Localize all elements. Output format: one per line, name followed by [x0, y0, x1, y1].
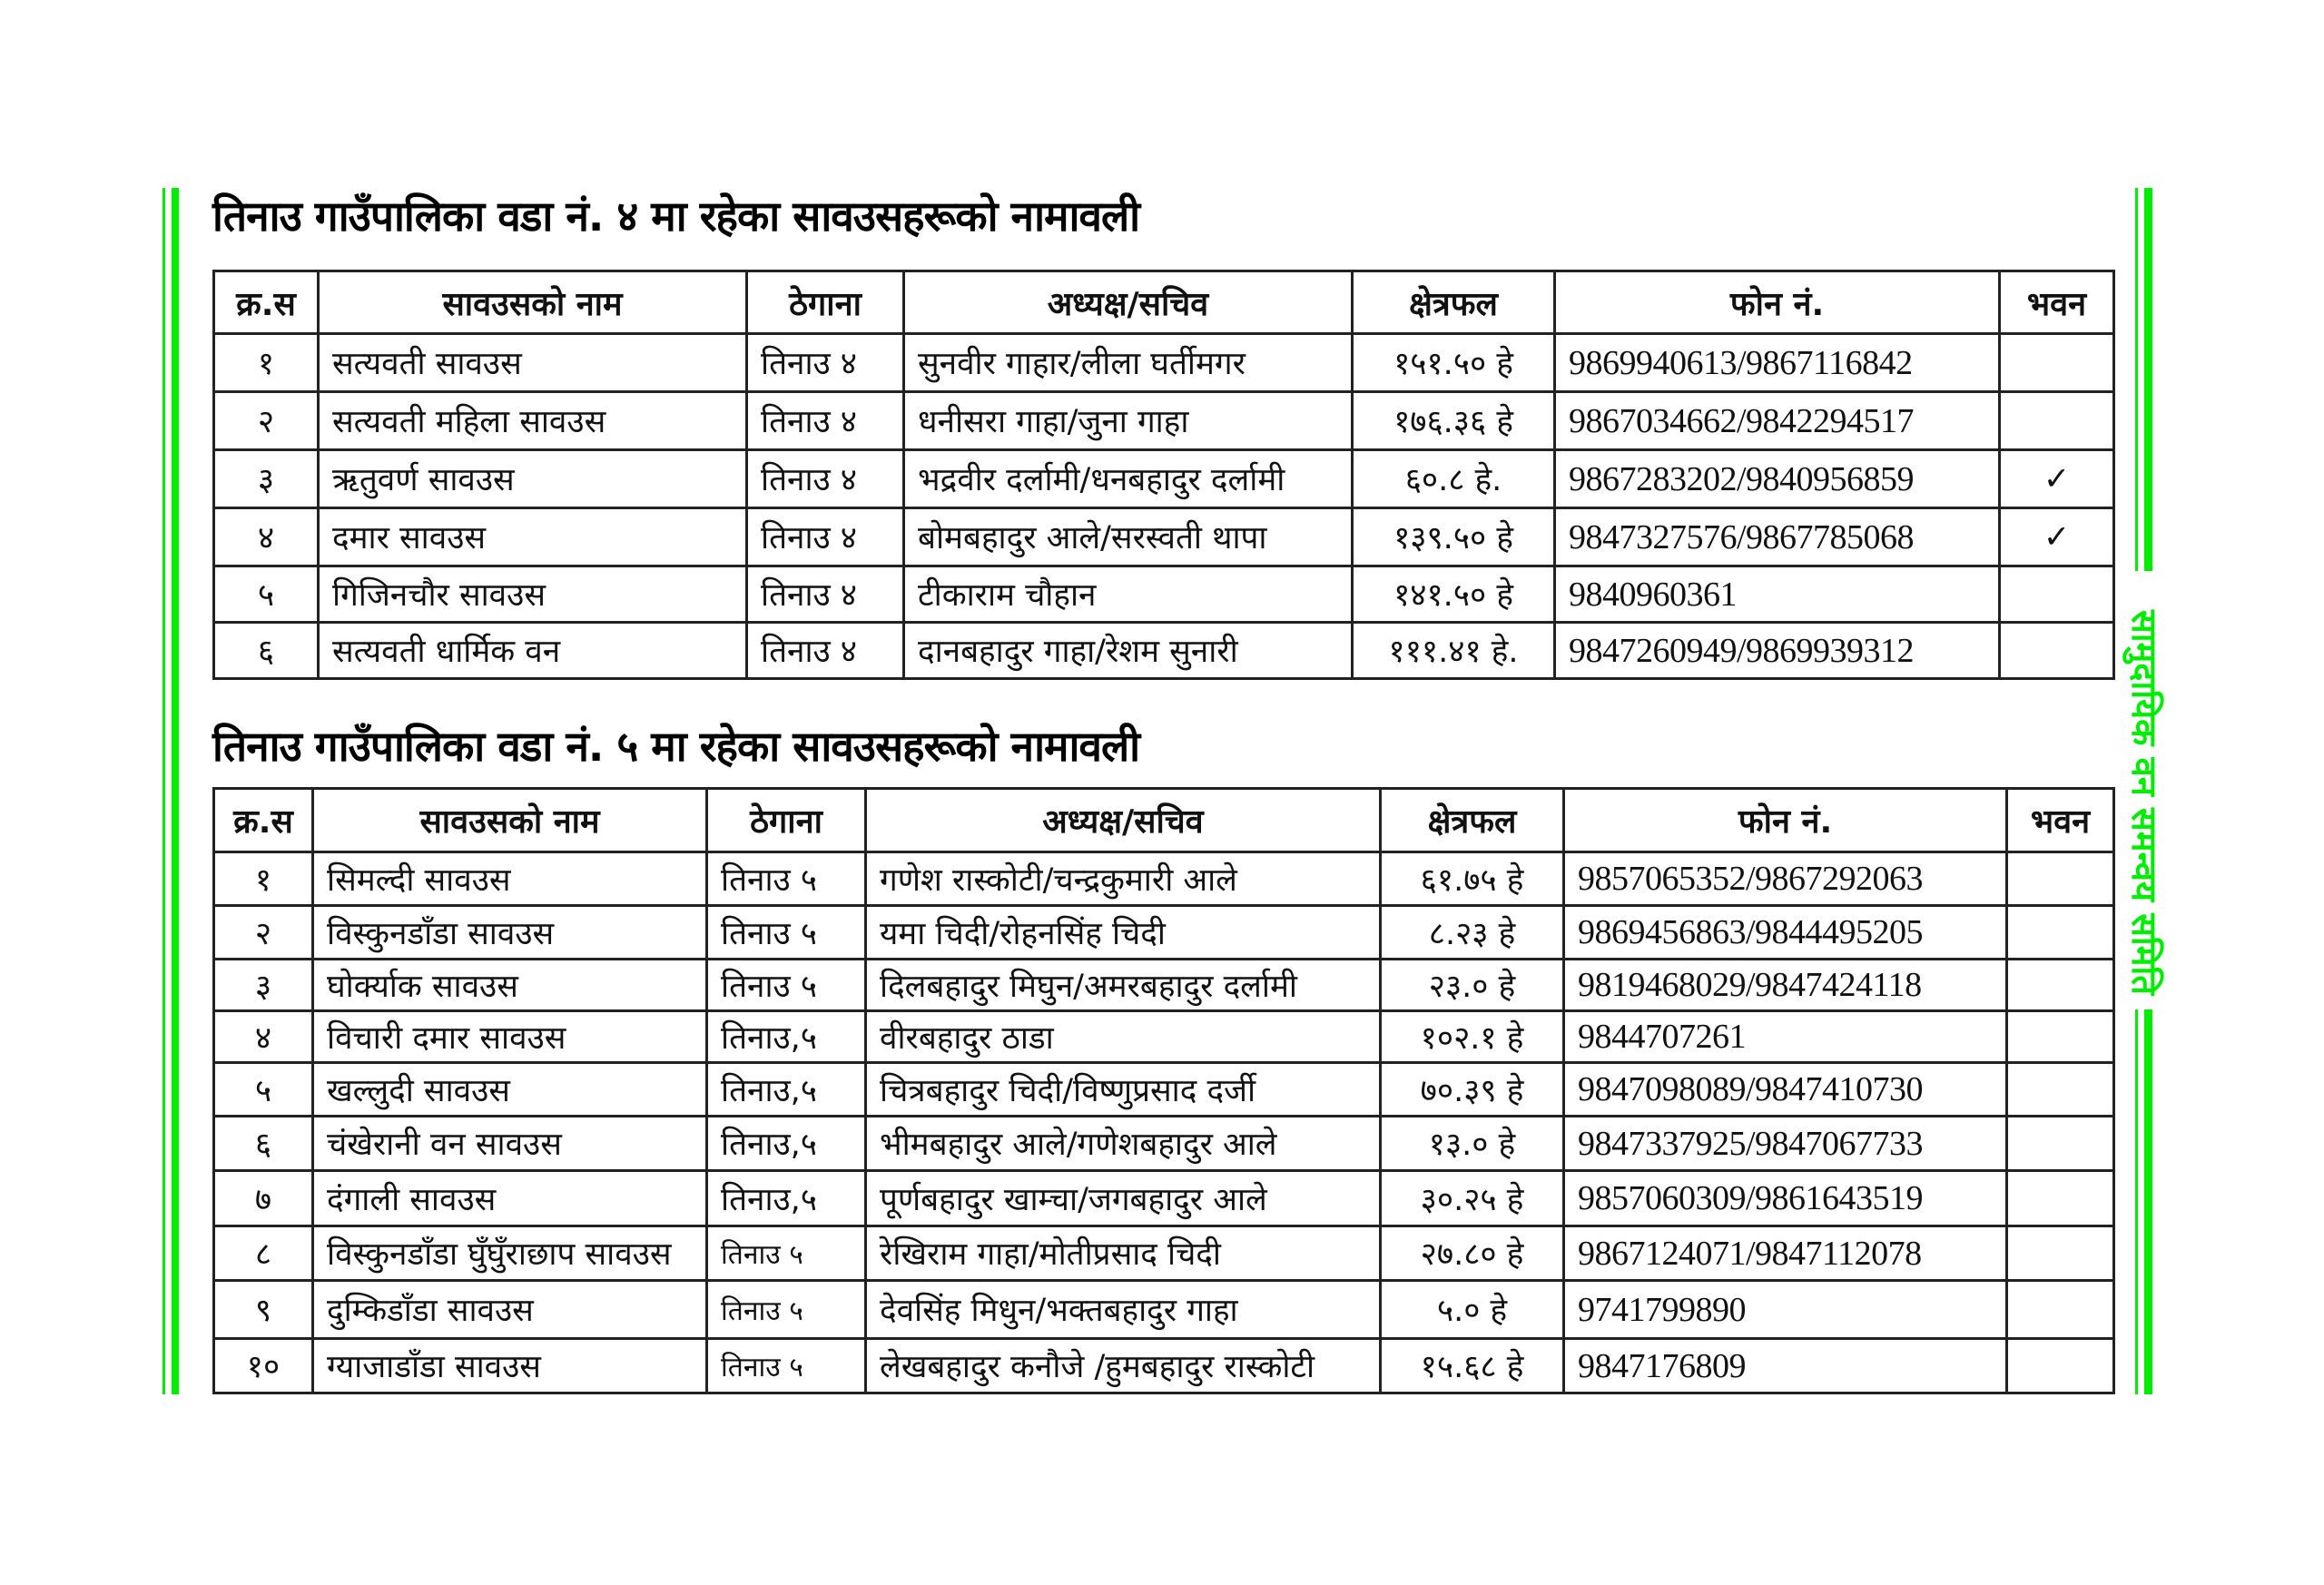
cell-area: १५.६८ हे	[1381, 1339, 1564, 1393]
cell-address: तिनाउ ५	[707, 1281, 866, 1339]
cell-building	[2007, 1339, 2114, 1393]
cell-area: ६१.७५ हे	[1381, 852, 1564, 906]
left-border-thin-line	[162, 188, 165, 1394]
table-header-row	[214, 271, 2114, 334]
cell-area: १५१.५० हे	[1353, 334, 1555, 392]
cell-address: तिनाउ ४	[747, 392, 904, 450]
table-row	[214, 1011, 2114, 1063]
cell-building	[2000, 392, 2114, 450]
cell-serial: ७	[214, 1171, 313, 1226]
cell-phone: 9847176809	[1564, 1339, 2007, 1393]
table-row	[214, 623, 2114, 679]
table-row	[214, 1281, 2114, 1339]
cell-name: ऋतुवर्ण सावउस	[319, 450, 747, 508]
right-border-thin-line-bottom	[2135, 1009, 2138, 1394]
cell-chair-secretary: लेखबहादुर कनौजे /हुमबहादुर रास्कोटी	[866, 1339, 1381, 1393]
header-serial: क्र.स	[214, 789, 313, 852]
cell-chair-secretary: भीमबहादुर आले/गणेशबहादुर आले	[866, 1117, 1381, 1171]
cell-name: सत्यवती सावउस	[319, 334, 747, 392]
cell-chair-secretary: रेखिराम गाहा/मोतीप्रसाद चिदी	[866, 1226, 1381, 1281]
cell-building	[2007, 1281, 2114, 1339]
right-border-thick-line-top	[2144, 188, 2152, 571]
cell-name: सत्यवती महिला सावउस	[319, 392, 747, 450]
cell-address: तिनाउ ५	[707, 852, 866, 906]
cell-phone: 9847098089/9847410730	[1564, 1063, 2007, 1117]
cell-building	[2007, 852, 2114, 906]
table-row	[214, 1339, 2114, 1393]
cell-area: १०२.१ हे	[1381, 1011, 1564, 1063]
cell-phone: 9867124071/9847112078	[1564, 1226, 2007, 1281]
cell-building	[2007, 906, 2114, 960]
header-chair-secretary: अध्यक्ष/सचिव	[904, 271, 1353, 334]
cell-building	[2007, 1171, 2114, 1226]
left-border-thick-line	[172, 188, 179, 1394]
header-serial: क्र.स	[214, 271, 319, 334]
cell-address: तिनाउ ४	[747, 450, 904, 508]
right-border-thin-line-top	[2135, 188, 2138, 571]
table-row	[214, 508, 2114, 566]
cell-building	[2000, 566, 2114, 623]
cell-area: १११.४१ हे.	[1353, 623, 1555, 679]
cell-serial: २	[214, 392, 319, 450]
header-building: भवन	[2000, 271, 2114, 334]
sabaus-table-ward-4	[212, 270, 2115, 680]
cell-phone: 9867034662/9842294517	[1555, 392, 2000, 450]
cell-serial: ४	[214, 508, 319, 566]
cell-address: तिनाउ ५	[707, 906, 866, 960]
cell-serial: ८	[214, 1226, 313, 1281]
cell-area: ६०.८ हे.	[1353, 450, 1555, 508]
table-row	[214, 392, 2114, 450]
cell-phone: 9840960361	[1555, 566, 2000, 623]
cell-chair-secretary: टीकाराम चौहान	[904, 566, 1353, 623]
cell-name: गिजिनचौर सावउस	[319, 566, 747, 623]
cell-serial: ५	[214, 566, 319, 623]
cell-area: २३.० हे	[1381, 960, 1564, 1011]
cell-phone: 9844707261	[1564, 1011, 2007, 1063]
cell-chair-secretary: चित्रबहादुर चिदी/विष्णुप्रसाद दर्जी	[866, 1063, 1381, 1117]
cell-address: तिनाउ ५	[707, 1339, 866, 1393]
sabaus-table-ward-5	[212, 787, 2115, 1394]
table-row	[214, 1226, 2114, 1281]
cell-building	[2007, 1117, 2114, 1171]
cell-phone: 9869456863/9844495205	[1564, 906, 2007, 960]
cell-name: दमार सावउस	[319, 508, 747, 566]
cell-name: घोर्क्याक सावउस	[313, 960, 707, 1011]
cell-building	[2007, 1226, 2114, 1281]
section-title-ward-5: तिनाउ गाउँपालिका वडा नं. ५ मा रहेका सावउसहरूको नामावली	[212, 722, 1140, 771]
header-name: सावउसको नाम	[313, 789, 707, 852]
cell-serial: ४	[214, 1011, 313, 1063]
cell-building	[2000, 334, 2114, 392]
cell-chair-secretary: बोमबहादुर आले/सरस्वती थापा	[904, 508, 1353, 566]
cell-address: तिनाउ ४	[747, 566, 904, 623]
side-banner	[2124, 576, 2166, 1029]
cell-serial: १	[214, 334, 319, 392]
cell-name: चंखेरानी वन सावउस	[313, 1117, 707, 1171]
cell-building	[2007, 1063, 2114, 1117]
cell-serial: ६	[214, 1117, 313, 1171]
table-row	[214, 852, 2114, 906]
cell-area: ७०.३९ हे	[1381, 1063, 1564, 1117]
cell-address: तिनाउ ४	[747, 623, 904, 679]
cell-area: २७.८० हे	[1381, 1226, 1564, 1281]
table-row	[214, 1117, 2114, 1171]
cell-address: तिनाउ ५	[707, 1226, 866, 1281]
cell-name: विचारी दमार सावउस	[313, 1011, 707, 1063]
section-title-ward-4: तिनाउ गाउँपालिका वडा नं. ४ मा रहेका सावउसहरूको नामावली	[212, 192, 1140, 241]
table-row	[214, 1171, 2114, 1226]
cell-phone: 9867283202/9840956859	[1555, 450, 2000, 508]
cell-building	[2000, 623, 2114, 679]
cell-address: तिनाउ,५	[707, 1011, 866, 1063]
table-row	[214, 906, 2114, 960]
header-phone: फोन नं.	[1564, 789, 2007, 852]
cell-address: तिनाउ ५	[707, 960, 866, 1011]
cell-serial: ३	[214, 960, 313, 1011]
side-banner-text: सामुदायिक वन समन्वय समिति	[2124, 610, 2164, 995]
cell-chair-secretary: दिलबहादुर मिघुन/अमरबहादुर दर्लामी	[866, 960, 1381, 1011]
cell-name: खल्लुदी सावउस	[313, 1063, 707, 1117]
cell-serial: ६	[214, 623, 319, 679]
cell-address: तिनाउ ४	[747, 508, 904, 566]
header-area: क्षेत्रफल	[1381, 789, 1564, 852]
header-address: ठेगाना	[707, 789, 866, 852]
cell-chair-secretary: भद्रवीर दर्लामी/धनबहादुर दर्लामी	[904, 450, 1353, 508]
table-row	[214, 334, 2114, 392]
cell-chair-secretary: देवसिंह मिधुन/भक्तबहादुर गाहा	[866, 1281, 1381, 1339]
cell-chair-secretary: दानबहादुर गाहा/रेशम सुनारी	[904, 623, 1353, 679]
cell-phone: 9819468029/9847424118	[1564, 960, 2007, 1011]
building-checkmark-icon: ✓	[2000, 450, 2114, 508]
cell-phone: 9857060309/9861643519	[1564, 1171, 2007, 1226]
cell-area: १३.० हे	[1381, 1117, 1564, 1171]
cell-phone: 9847327576/9867785068	[1555, 508, 2000, 566]
cell-chair-secretary: गणेश रास्कोटी/चन्द्रकुमारी आले	[866, 852, 1381, 906]
table-row	[214, 566, 2114, 623]
cell-area: १३९.५० हे	[1353, 508, 1555, 566]
header-building: भवन	[2007, 789, 2114, 852]
cell-serial: ९	[214, 1281, 313, 1339]
cell-name: विस्कुनडाँडा घुँघुँराछाप सावउस	[313, 1226, 707, 1281]
cell-serial: २	[214, 906, 313, 960]
cell-phone: 9869940613/9867116842	[1555, 334, 2000, 392]
header-address: ठेगाना	[747, 271, 904, 334]
cell-area: ८.२३ हे	[1381, 906, 1564, 960]
cell-area: १४१.५० हे	[1353, 566, 1555, 623]
header-area: क्षेत्रफल	[1353, 271, 1555, 334]
cell-chair-secretary: यमा चिदी/रोहनसिंह चिदी	[866, 906, 1381, 960]
header-name: सावउसको नाम	[319, 271, 747, 334]
cell-address: तिनाउ ४	[747, 334, 904, 392]
cell-serial: ३	[214, 450, 319, 508]
cell-name: सिमल्दी सावउस	[313, 852, 707, 906]
cell-area: ५.० हे	[1381, 1281, 1564, 1339]
cell-area: १७६.३६ हे	[1353, 392, 1555, 450]
header-chair-secretary: अध्यक्ष/सचिव	[866, 789, 1381, 852]
cell-chair-secretary: सुनवीर गाहार/लीला घर्तीमगर	[904, 334, 1353, 392]
right-border-thick-line-bottom	[2144, 1009, 2152, 1394]
table-header-row	[214, 789, 2114, 852]
header-phone: फोन नं.	[1555, 271, 2000, 334]
cell-name: दुम्किडाँडा सावउस	[313, 1281, 707, 1339]
cell-serial: १	[214, 852, 313, 906]
cell-phone: 9847337925/9847067733	[1564, 1117, 2007, 1171]
table-row	[214, 1063, 2114, 1117]
cell-building	[2007, 960, 2114, 1011]
cell-area: ३०.२५ हे	[1381, 1171, 1564, 1226]
cell-chair-secretary: वीरबहादुर ठाडा	[866, 1011, 1381, 1063]
cell-chair-secretary: पूर्णबहादुर खाम्चा/जगबहादुर आले	[866, 1171, 1381, 1226]
cell-phone: 9847260949/9869939312	[1555, 623, 2000, 679]
cell-serial: ५	[214, 1063, 313, 1117]
cell-address: तिनाउ,५	[707, 1117, 866, 1171]
cell-address: तिनाउ,५	[707, 1171, 866, 1226]
cell-phone: 9857065352/9867292063	[1564, 852, 2007, 906]
cell-address: तिनाउ,५	[707, 1063, 866, 1117]
table-row	[214, 960, 2114, 1011]
cell-name: विस्कुनडाँडा सावउस	[313, 906, 707, 960]
cell-name: दंगाली सावउस	[313, 1171, 707, 1226]
cell-name: सत्यवती धार्मिक वन	[319, 623, 747, 679]
cell-building	[2007, 1011, 2114, 1063]
cell-name: ग्याजाडाँडा सावउस	[313, 1339, 707, 1393]
table-row	[214, 450, 2114, 508]
building-checkmark-icon: ✓	[2000, 508, 2114, 566]
cell-phone: 9741799890	[1564, 1281, 2007, 1339]
cell-serial: १०	[214, 1339, 313, 1393]
cell-chair-secretary: धनीसरा गाहा/जुना गाहा	[904, 392, 1353, 450]
